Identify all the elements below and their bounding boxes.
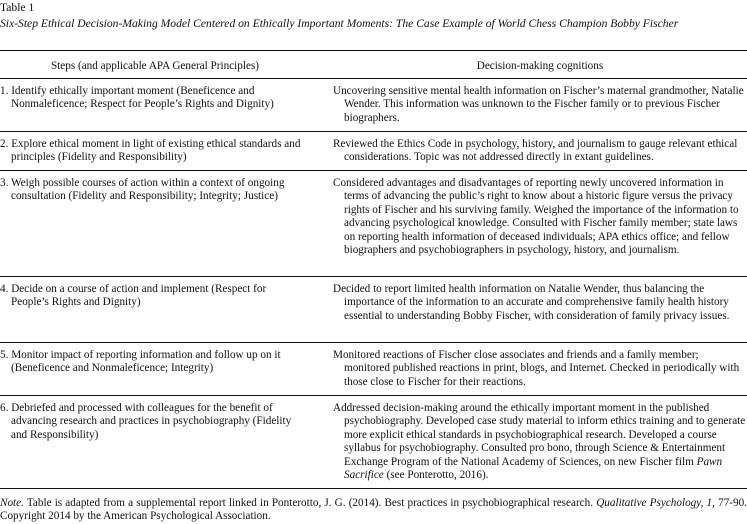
- column-header-steps: Steps (and applicable APA General Principles): [50, 60, 260, 72]
- step-cell: 1. Identify ethically important moment (Beneficence and Nonmaleficence; Respect for People’s Rights and Dignity): [0, 85, 274, 111]
- journal-name: Qualitative Psychology, 1,: [596, 497, 715, 509]
- column-header-cognitions: Decision-making cognitions: [476, 60, 604, 72]
- row-rule: [0, 395, 747, 396]
- step-cell: 2. Explore ethical moment in light of existing ethical standards and principles (Fidelity and Responsibility): [0, 138, 301, 164]
- header-rule: [0, 78, 747, 79]
- cognition-cell: Uncovering sensitive mental health information on Fischer’s maternal grandmother, Natalie Wender. This information was unknown to the Fischer family or to previous Fischer biographers.: [333, 85, 744, 124]
- row-rule: [0, 170, 747, 171]
- step-cell: 5. Monitor impact of reporting information and follow up on it (Beneficence and Nonmaleficence; Integrity): [0, 349, 281, 375]
- cognition-cell: Reviewed the Ethics Code in psychology, history, and journalism to gauge relevant ethical considerations. Topic was not addressed directly in extant guidelines.: [333, 138, 738, 164]
- cognition-text: Addressed decision-making around the ethically important moment in the published psychobiography. Developed case study material to inform ethics training and to generate more explicit ethical standards in psychobiographical research. Developed a course syllabus for psychobiography. Consulted pro bono, through Science & Entertainment Exchange Program of the National Academy of Sciences, on new Fischer film: [333, 402, 746, 468]
- note-text-end: 77-90. Copyright 2014 by the American Psychological Association.: [0, 497, 747, 523]
- row-rule: [0, 276, 747, 277]
- note-label: Note.: [0, 497, 24, 509]
- step-cell: 6. Debriefed and processed with colleagues for the benefit of advancing research and practices in psychobiography (Fidelity and Responsibility): [0, 402, 292, 441]
- bottom-rule: [0, 488, 747, 489]
- row-rule: [0, 342, 747, 343]
- top-rule: [0, 50, 747, 51]
- step-cell: 4. Decide on a course of action and implement (Respect for People’s Rights and Dignity): [0, 283, 267, 309]
- cognition-text-end: (see Ponterotto, 2016).: [383, 469, 489, 482]
- cognition-cell: Monitored reactions of Fischer close associates and friends and a family member; monitored published reactions in print, blogs, and Internet. Checked in periodically with those close to Fischer for their reactions.: [333, 349, 740, 388]
- step-cell: 3. Weigh possible courses of action within a context of ongoing consultation (Fidelity and Responsibility; Integrity; Justice): [0, 177, 285, 203]
- cognition-cell: [333, 402, 747, 482]
- row-rule: [0, 131, 747, 132]
- table-title: Six-Step Ethical Decision-Making Model Centered on Ethically Important Moments: The Case Example of World Chess Champion Bobby Fischer: [0, 17, 679, 30]
- table-note: [0, 497, 747, 524]
- cognition-cell: Considered advantages and disadvantages of reporting newly uncovered information in terms of advancing the public’s right to know about a historic figure versus the privacy rights of Fischer and his surviving family. Weighed the importance of the information to advancing psychological knowledge. Consulted with Fischer family member; state laws on reporting health information of deceased individuals; APA ethics office; and fellow biographers and psychobiographers in psychology, history, and journalism.: [333, 177, 739, 257]
- cognition-cell: Decided to report limited health information on Natalie Wender, thus balancing the importance of the information to an accurate and comprehensive family health history essential to understanding Bobby Fischer, with consideration of family privacy issues.: [333, 283, 730, 322]
- film-title: Pawn Sacrifice: [344, 455, 723, 482]
- table-label: Table 1: [0, 1, 35, 14]
- note-text: Table is adapted from a supplemental report linked in Ponterotto, J. G. (2014). Best practices in psychobiographical research.: [23, 497, 597, 509]
